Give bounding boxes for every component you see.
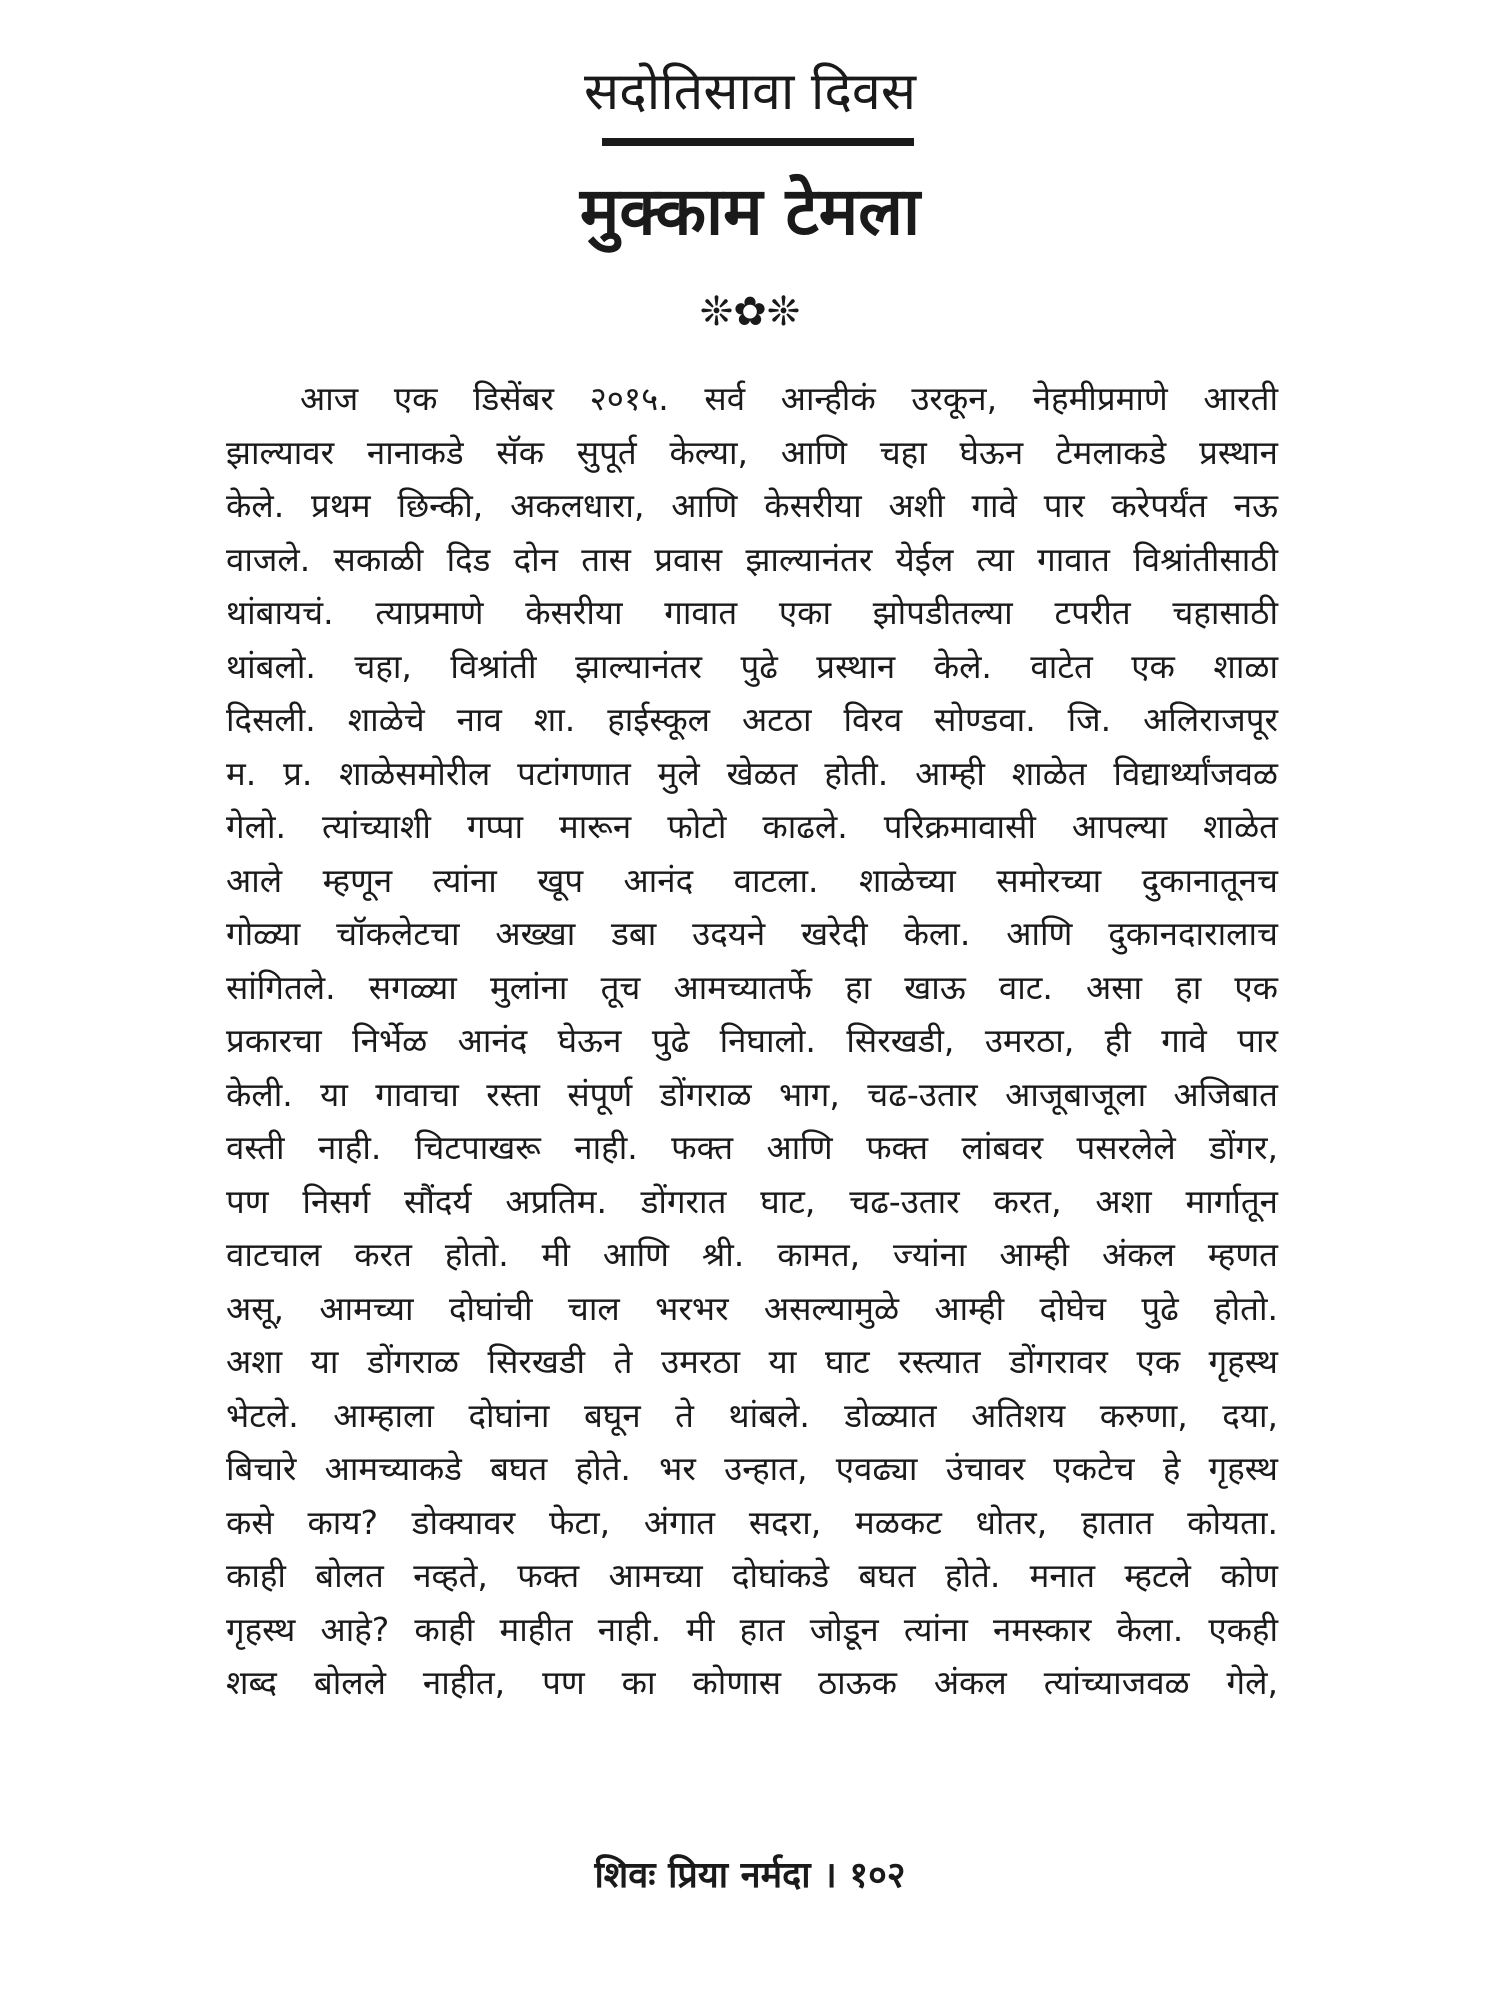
text-line: वाजले. सकाळी दिड दोन तास प्रवास झाल्यानंतर येईल त्या गावात विश्रांतीसाठी xyxy=(226,539,1278,579)
text-line: केली. या गावाचा रस्ता संपूर्ण डोंगराळ भाग, चढ-उतार आजूबाजूला अजिबात xyxy=(226,1074,1278,1114)
book-title: शिवः प्रिया नर्मदा xyxy=(594,1855,811,1896)
day-label: सदोतिसावा दिवस xyxy=(583,62,916,122)
text-line: थांबायचं. त्याप्रमाणे केसरीया गावात एका झोपडीतल्या टपरीत चहासाठी xyxy=(226,593,1278,632)
text-line: गेलो. त्यांच्याशी गप्पा मारून फोटो काढले. परिक्रमावासी आपल्या शाळेत xyxy=(226,807,1278,846)
ornament-icon: ❊✿❊ xyxy=(699,289,801,335)
text-line: वाटचाल करत होतो. मी आणि श्री. कामत, ज्यांना आम्ही अंकल म्हणत xyxy=(226,1235,1278,1274)
text-line: वस्ती नाही. चिटपाखरू नाही. फक्त आणि फक्त लांबवर पसरलेले डोंगर, xyxy=(226,1128,1278,1167)
chapter-title: मुक्काम टेमला xyxy=(579,173,921,250)
text-line: काही बोलत नव्हते, फक्त आमच्या दोघांकडे बघत होते. मनात म्हटले कोण xyxy=(226,1556,1278,1595)
text-line: बिचारे आमच्याकडे बघत होते. भर उन्हात, एवढ्या उंचावर एकटेच हे गृहस्थ xyxy=(226,1449,1278,1488)
page-footer xyxy=(0,1846,1500,1906)
body-paragraph xyxy=(226,372,1278,1710)
page-number: १०२ xyxy=(849,1855,906,1896)
text-line: गृहस्थ आहे? काही माहीत नाही. मी हात जोडून त्यांना नमस्कार केला. एकही xyxy=(226,1609,1278,1649)
text-line: पण निसर्ग सौंदर्य अप्रतिम. डोंगरात घाट, चढ-उतार करत, अशा मार्गातून xyxy=(226,1181,1278,1221)
footer-separator: । xyxy=(823,1855,837,1896)
text-line: थांबलो. चहा, विश्रांती झाल्यानंतर पुढे प्रस्थान केले. वाटेत एक शाळा xyxy=(226,646,1278,686)
text-line: म. प्र. शाळेसमोरील पटांगणात मुले खेळत होती. आम्ही शाळेत विद्यार्थ्यांजवळ xyxy=(226,753,1278,793)
text-line: दिसली. शाळेचे नाव शा. हाईस्कूल अटठा विरव सोण्डवा. जि. अलिराजपूर xyxy=(226,700,1278,739)
text-line: अशा या डोंगराळ सिरखडी ते उमरठा या घाट रस्त्यात डोंगरावर एक गृहस्थ xyxy=(226,1342,1278,1381)
title-divider xyxy=(602,138,914,146)
text-line: झाल्यावर नानाकडे सॅक सुपूर्त केल्या, आणि चहा घेऊन टेमलाकडे प्रस्थान xyxy=(226,432,1278,472)
text-line: आले म्हणून त्यांना खूप आनंद वाटला. शाळेच्या समोरच्या दुकानातूनच xyxy=(226,860,1278,900)
text-line: केले. प्रथम छिन्की, अकलधारा, आणि केसरीया अशी गावे पार करेपर्यंत नऊ xyxy=(226,486,1278,525)
text-line: प्रकारचा निर्भेळ आनंद घेऊन पुढे निघालो. सिरखडी, उमरठा, ही गावे पार xyxy=(226,1021,1278,1060)
text-line: आज एक डिसेंबर २०१५. सर्व आन्हीकं उरकून, नेहमीप्रमाणे आरती xyxy=(300,379,1278,418)
text-line: गोळ्या चॉकलेटचा अख्खा डबा उदयने खरेदी केला. आणि दुकानदारालाच xyxy=(226,914,1278,953)
text-line: भेटले. आम्हाला दोघांना बघून ते थांबले. डोळ्यात अतिशय करुणा, दया, xyxy=(226,1395,1278,1435)
text-line: शब्द बोलले नाहीत, पण का कोणास ठाऊक अंकल त्यांच्याजवळ गेले, xyxy=(226,1663,1278,1702)
text-line: सांगितले. सगळ्या मुलांना तूच आमच्यातर्फे हा खाऊ वाट. असा हा एक xyxy=(226,967,1278,1007)
text-line: कसे काय? डोक्यावर फेटा, अंगात सदरा, मळकट धोतर, हातात कोयता. xyxy=(226,1502,1278,1542)
text-line: असू, आमच्या दोघांची चाल भरभर असल्यामुळे आम्ही दोघेच पुढे होतो. xyxy=(226,1288,1278,1328)
